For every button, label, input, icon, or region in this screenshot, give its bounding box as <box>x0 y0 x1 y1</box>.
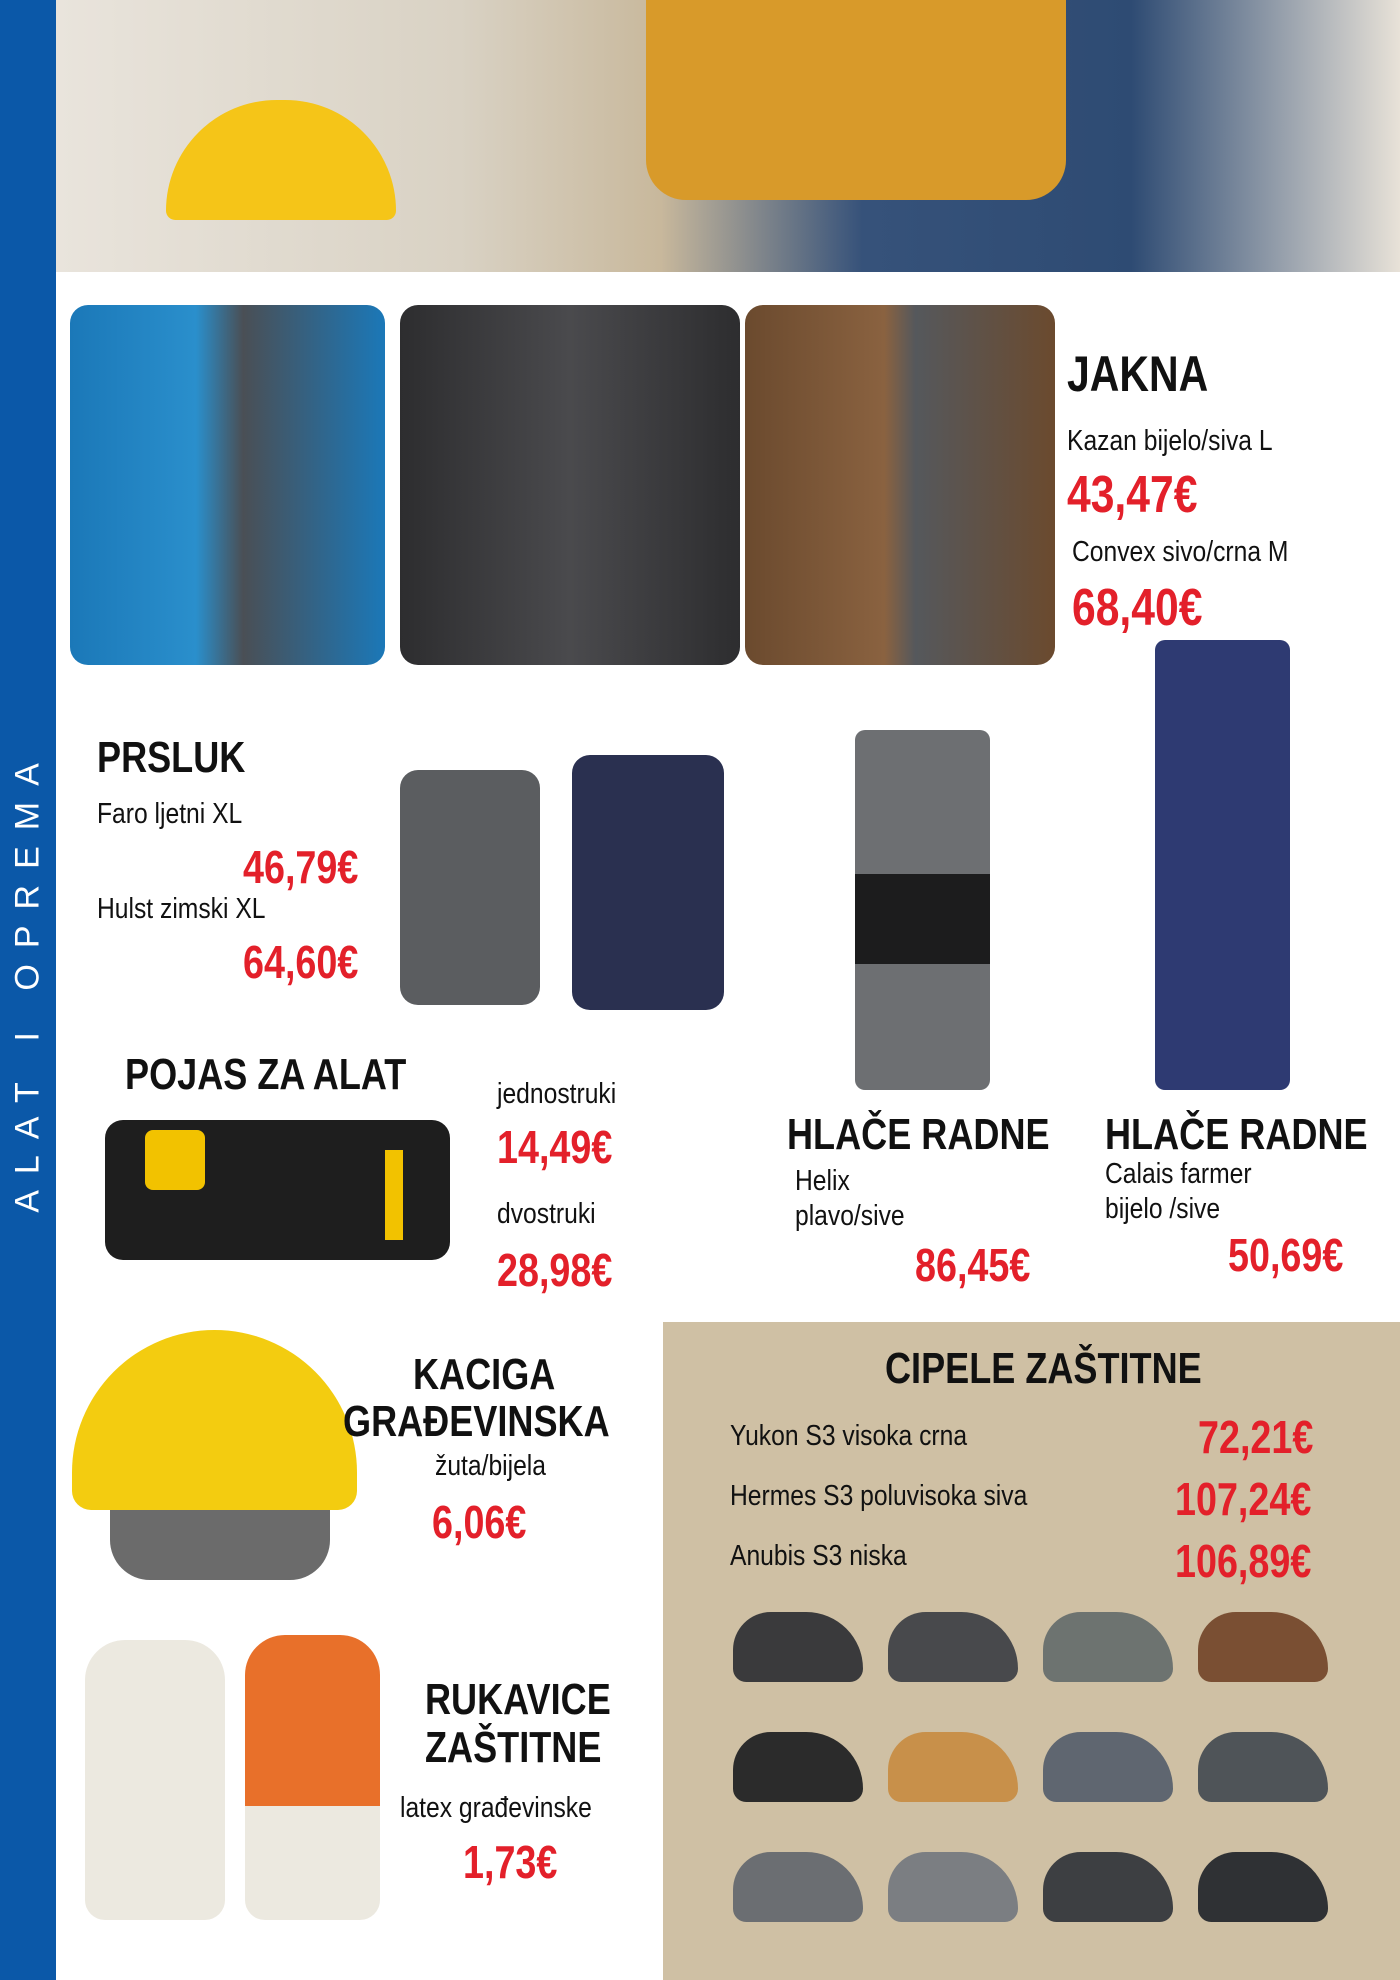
helmet-image <box>72 1330 357 1510</box>
pojas-item-price: 28,98€ <box>497 1244 613 1296</box>
tool-icon <box>145 1130 205 1190</box>
hlace1-line2: plavo/sive <box>795 1200 905 1232</box>
shoe-image <box>888 1612 1018 1682</box>
jakna-item-name: Convex sivo/crna M <box>1072 536 1289 568</box>
glove-white-image <box>85 1640 225 1920</box>
hlace1-title: HLAČE RADNE <box>787 1110 1050 1159</box>
shoe-image <box>1198 1732 1328 1802</box>
prsluk-title: PRSLUK <box>97 733 246 782</box>
overalls-calais-image <box>1155 640 1290 1090</box>
prsluk-item-name: Hulst zimski XL <box>97 893 266 925</box>
jacket-brown-image <box>745 305 1055 665</box>
kaciga-title-line2: GRAĐEVINSKA <box>343 1397 610 1446</box>
rukavice-price: 1,73€ <box>463 1836 558 1888</box>
hlace2-price: 50,69€ <box>1228 1229 1344 1281</box>
jacket-grey-image <box>400 305 740 665</box>
shoe-image <box>1198 1852 1328 1922</box>
cipele-item-price: 72,21€ <box>1198 1411 1314 1463</box>
vest-navy-image <box>572 755 724 1010</box>
hlace2-line2: bijelo /sive <box>1105 1193 1221 1225</box>
cipele-title: CIPELE ZAŠTITNE <box>885 1344 1202 1393</box>
kaciga-price: 6,06€ <box>432 1496 527 1548</box>
helmet-harness <box>110 1510 330 1580</box>
hlace1-line1: Helix <box>795 1165 850 1197</box>
shoe-image <box>888 1732 1018 1802</box>
shoe-image <box>733 1612 863 1682</box>
kaciga-desc: žuta/bijela <box>435 1450 547 1482</box>
tool-belt-image <box>105 1120 450 1260</box>
pojas-title: POJAS ZA ALAT <box>125 1050 407 1099</box>
sidebar <box>0 0 56 1980</box>
jakna-title: JAKNA <box>1067 346 1209 402</box>
kaciga-title-line1: KACIGA <box>413 1350 556 1399</box>
prsluk-item-name: Faro ljetni XL <box>97 798 243 830</box>
cipele-item-name: Anubis S3 niska <box>730 1540 907 1572</box>
pojas-item-price: 14,49€ <box>497 1121 613 1173</box>
cipele-item-name: Hermes S3 poluvisoka siva <box>730 1480 1028 1512</box>
jakna-item-price: 68,40€ <box>1072 579 1203 637</box>
glove-orange-image <box>245 1635 380 1920</box>
shoe-image <box>733 1852 863 1922</box>
sidebar-label: ALAT I OPREMA <box>8 747 47 1213</box>
helmet-photo <box>166 100 396 220</box>
jacket-blue-image <box>70 305 385 665</box>
tool-belt-photo <box>646 0 1066 200</box>
shoe-image <box>733 1732 863 1802</box>
shoe-image <box>1043 1612 1173 1682</box>
shoes-panel <box>663 1322 1400 1980</box>
pants-helix-image <box>855 730 990 1090</box>
rukavice-desc: latex građevinske <box>400 1792 592 1824</box>
prsluk-item-price: 46,79€ <box>243 841 359 893</box>
pojas-item-name: jednostruki <box>497 1078 617 1110</box>
shoe-image <box>1198 1612 1328 1682</box>
hlace2-title: HLAČE RADNE <box>1105 1110 1368 1159</box>
pojas-item-name: dvostruki <box>497 1198 596 1230</box>
hammer-icon <box>385 1150 403 1240</box>
cipele-item-name: Yukon S3 visoka crna <box>730 1420 968 1452</box>
shoe-gallery <box>663 1592 1400 1972</box>
vest-grey-image <box>400 770 540 1005</box>
rukavice-title-line2: ZAŠTITNE <box>425 1723 602 1772</box>
cipele-item-price: 107,24€ <box>1175 1473 1312 1525</box>
shoe-image <box>1043 1732 1173 1802</box>
cipele-item-price: 106,89€ <box>1175 1535 1312 1587</box>
shoe-image <box>888 1852 1018 1922</box>
hero-image <box>56 0 1400 272</box>
rukavice-title-line1: RUKAVICE <box>425 1675 611 1724</box>
jakna-item-name: Kazan bijelo/siva L <box>1067 425 1273 457</box>
prsluk-item-price: 64,60€ <box>243 936 359 988</box>
shoe-image <box>1043 1852 1173 1922</box>
jakna-item-price: 43,47€ <box>1067 466 1198 524</box>
hlace2-line1: Calais farmer <box>1105 1158 1252 1190</box>
hlace1-price: 86,45€ <box>915 1239 1031 1291</box>
